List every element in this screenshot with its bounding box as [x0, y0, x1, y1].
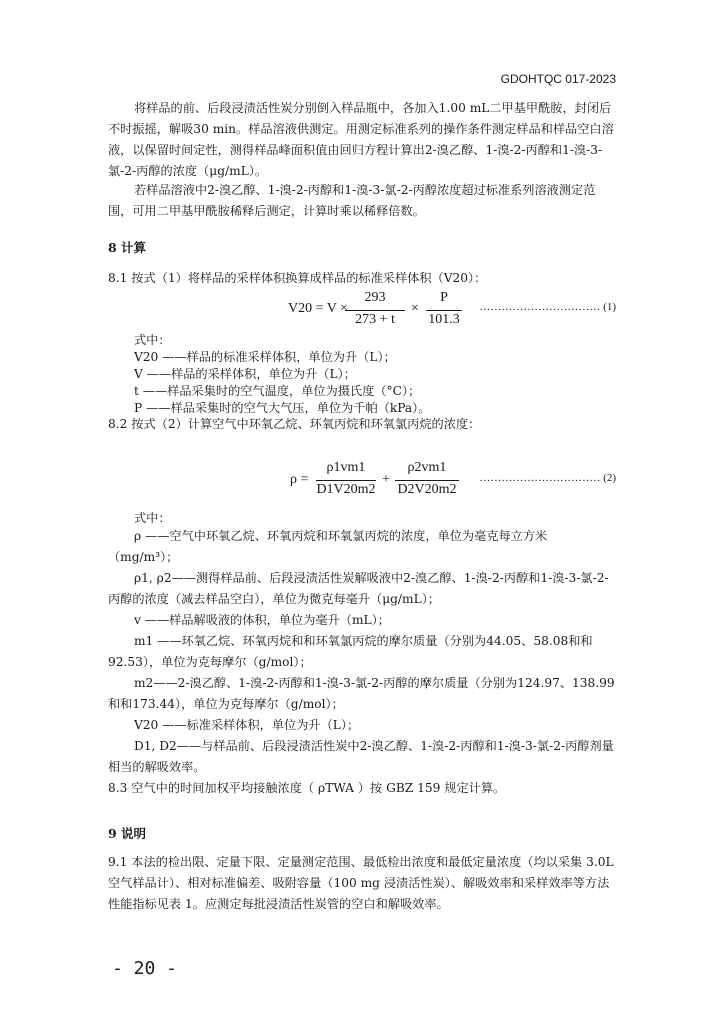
- eq1-tag: …………………………… (1): [479, 301, 616, 313]
- clause-8-2: 8.2 按式（2）计算空气中环氧乙烷、环氧丙烷和环氧氯丙烷的浓度：: [108, 417, 481, 431]
- section-9-heading: 9 说明: [108, 826, 147, 841]
- definition-m2: m2——2-溴乙醇、1-溴-2-丙醇和1-溴-3-氯-2-丙醇的摩尔质量（分别为124.97、138.99和和173.44），单位为克每摩尔（g/mol）；: [108, 676, 615, 711]
- eq2-lhs: ρ =: [290, 472, 309, 487]
- definition-t: t ——样品采集时的空气温度，单位为摄氏度（°C）；: [134, 384, 421, 398]
- definition-v20: V20 ——样品的标准采样体积，单位为升（L）；: [134, 350, 396, 364]
- eq1-numerator-2: P: [440, 290, 448, 305]
- eq2-denominator-1: D1V20m2: [316, 482, 376, 497]
- where-label-2: 式中：: [134, 511, 171, 525]
- where-label-1: 式中：: [134, 333, 171, 347]
- definition-d1-d2: D1, D2——与样品前、后段浸渍活性炭中2-溴乙醇、1-溴-2-丙醇和1-溴-3-氯-2-丙醇剂量相当的解吸效率。: [108, 739, 614, 774]
- clause-9-1: 9.1 本法的检出限、定量下限、定量测定范围、最低检出浓度和最低定量浓度（均以采集 3.0L 空气样品计）、相对标准偏差、吸附容量（100 mg 浸渍活性炭）、解吸效率和采样效率等方法性能指标见表 1。应测定每批浸渍活性炭管的空白和解吸效率。: [108, 855, 614, 911]
- document-code: GDOHTQC 017-2023: [500, 72, 616, 86]
- eq1-fraction-bar-1: [345, 310, 405, 311]
- eq2-tag: …………………………… (2): [479, 472, 616, 484]
- definition-m1: m1 ——环氧乙烷、环氧丙烷和和环氧氯丙烷的摩尔质量（分别为44.05、58.08和和92.53），单位为克每摩尔（g/mol）；: [108, 634, 593, 669]
- definition-v-lower: v ——样品解吸液的体积，单位为毫升（mL）；: [134, 613, 390, 627]
- eq1-denominator-1: 273 + t: [355, 312, 395, 327]
- eq2-numerator-2: ρ2vm1: [407, 460, 447, 475]
- definition-v20-std: V20 ——标准采样体积，单位为升（L）；: [134, 718, 360, 732]
- eq2-numerator-1: ρ1vm1: [326, 460, 366, 475]
- definition-rho: ρ ——空气中环氧乙烷、环氧丙烷和环氧氯丙烷的浓度，单位为毫克每立方米（mg/m³）；: [108, 529, 548, 564]
- eq2-fraction-bar-1: [316, 480, 376, 481]
- eq1-numerator-1: 293: [364, 290, 386, 305]
- definition-rho1-rho2: ρ1, ρ2——测得样品前、后段浸渍活性炭解吸液中2-溴乙醇、1-溴-2-丙醇和1-溴-3-氯-2-丙醇的浓度（减去样品空白），单位为微克每毫升（μg/mL）；: [108, 571, 609, 606]
- eq1-times: ×: [411, 301, 419, 316]
- section-8-heading: 8 计算: [108, 240, 147, 255]
- eq2-plus: +: [382, 472, 390, 487]
- eq1-denominator-2: 101.3: [428, 312, 460, 327]
- paragraph-procedure: 将样品的前、后段浸渍活性炭分别倒入样品瓶中，各加入1.00 mL二甲基甲酰胺，封闭后不时振摇，解吸30 min。样品溶液供测定。用测定标准系列的操作条件测定样品和样品空白溶液，以保留时间定性，测得样品峰面积值由回归方程计算出2-溴乙醇、1-溴-2-丙醇和1-溴-3-氯-2-丙醇的浓度（μg/mL）。: [108, 101, 614, 178]
- paragraph-dilution: 若样品溶液中2-溴乙醇、1-溴-2-丙醇和1-溴-3-氯-2-丙醇浓度超过标准系列溶液测定范围，可用二甲基甲酰胺稀释后测定，计算时乘以稀释倍数。: [108, 183, 596, 218]
- clause-8-3: 8.3 空气中的时间加权平均接触浓度（ ρTWA ）按 GBZ 159 规定计算。: [108, 781, 506, 795]
- definition-v: V ——样品的采样体积，单位为升（L）；: [134, 367, 356, 381]
- clause-8-1: 8.1 按式（1）将样品的采样体积换算成样品的标准采样体积（V20）：: [108, 271, 487, 285]
- eq2-denominator-2: D2V20m2: [397, 482, 457, 497]
- page-number: - 20 -: [112, 958, 178, 979]
- eq1-lhs: V20 = V ×: [288, 301, 349, 316]
- definition-p: P ——样品采集时的空气大气压，单位为千帕（kPa）。: [134, 401, 431, 415]
